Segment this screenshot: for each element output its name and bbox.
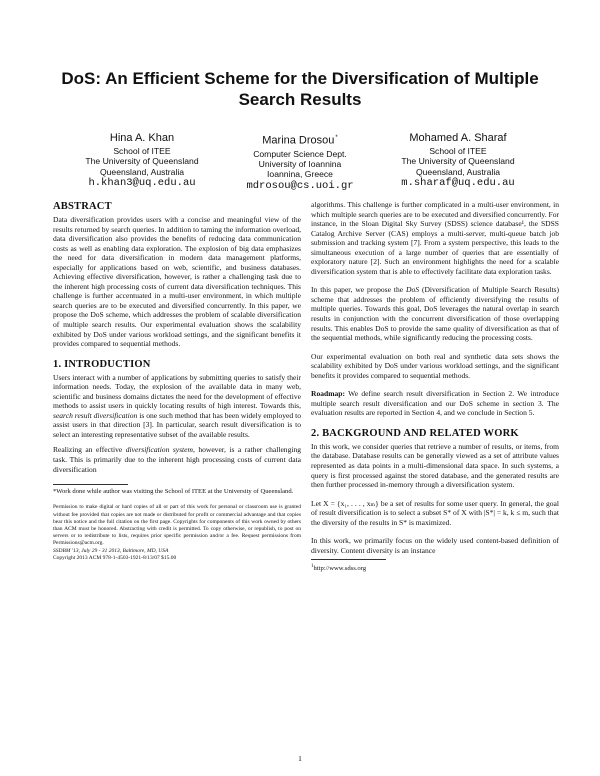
roadmap-label: Roadmap: bbox=[311, 389, 345, 399]
intro-paragraph: In this paper, we propose the DoS (Diversification of Multiple Search Results) scheme that addresses the problem of efficiently diversifying the results of multiple queries. Towards this goal, DoS leverages the natural overlap in search results in conjunction with the concurrent diversification of those overlapping results. This enables DoS to provide the same quality of diversification as that of the sequential methods, while significantly reducing the processing costs. bbox=[311, 285, 559, 343]
author-university: The University of Queensland bbox=[85, 156, 199, 167]
emphasis: diversification system bbox=[125, 445, 193, 455]
author-dept: Computer Science Dept. bbox=[253, 148, 347, 159]
intro-paragraph: Our experimental evaluation on both real and synthetic data sets shows the scalability exhibited by DoS under various workload settings, and the significant benefits it provides compared to sequential methods. bbox=[311, 351, 559, 380]
left-column bbox=[53, 200, 301, 562]
author-location: Queensland, Australia bbox=[99, 166, 185, 177]
background-paragraph: In this work, we primarily focus on the widely used content-based definition of diversity. Content diversity is an instance bbox=[311, 536, 559, 555]
paper-title: DoS: An Efficient Scheme for the Diversification of Multiple Search Results bbox=[61, 69, 539, 109]
background-paragraph: Let X = {x₁, . . . , xₘ} be a set of results for some user query. In general, the goal of result diversification is to select a subset S* of X with |S*| = k, k ≤ m, such that the diversity of the results in S* is maximized. bbox=[311, 498, 559, 527]
intro-heading: 1. INTRODUCTION bbox=[53, 358, 151, 370]
author-dept: School of ITEE bbox=[113, 146, 171, 156]
page-number: 1 bbox=[298, 754, 302, 763]
url-footnote: $^1$http://www.sdss.org bbox=[311, 564, 367, 573]
author-name-text: Marina Drosou bbox=[262, 134, 335, 147]
emphasis: DoS bbox=[406, 285, 420, 295]
venue-line: SSDBM '13, July 29 - 31 2013, Baltimore, MD, USA bbox=[53, 547, 169, 554]
author-location: Ioannina, Greece bbox=[267, 169, 333, 180]
author-name: Mohamed A. Sharaf bbox=[409, 132, 507, 144]
author-university: The University of Queensland bbox=[401, 156, 515, 167]
background-paragraph: In this work, we consider queries that retrieve a number of results, or items, from the database. Database results can be generally viewed as a set of attribute values represented as data points in a multi-dimensional data space. In such systems, a query is first processed against the stored database, and the generated results are then further processed in-memory through a diversification system. bbox=[311, 441, 559, 490]
author-block bbox=[215, 132, 385, 192]
abstract-text: Data diversification provides users with a concise and meaningful view of the results returned by search queries. In addition to taming the information overload, data diversification also provides the benefits of reducing data communication costs as well as enabling data exploration. The explosion of big data emphasizes the need for data diversification in modern data management platforms, especially for applications based on web, scientific, and business databases. Achieving effective diversification, however, is rather a challenging task due to the inherent high processing costs of current data diversification techniques. This challenge is further accentuated in a multi-user environment, in which multiple search queries are to be executed and diversified concurrently. In this paper, we propose the DoS scheme, which addresses the problem of scalable diversification of multiple search results. Our experimental evaluation shows the scalability exhibited by DoS under various workload settings, and the significant benefits it provides compared to sequential methods. bbox=[53, 215, 301, 349]
permission-notice: Permission to make digital or hard copies of all or part of this work for personal or classroom use is granted without fee provided that copies are not made or distributed for profit or commercial advantage and that copies bear this notice and the full citation on the first page. Copyrights for components of this work owned by others than ACM must be honored. Abstracting with credit is permitted. To copy otherwise, or republish, to post on servers or to redistribute to lists, requires prior specific permission and/or a fee. Request permissions from Permissions@acm.org. bbox=[53, 504, 301, 547]
author-email: m.sharaf@uq.edu.au bbox=[401, 177, 515, 190]
author-name: Hina A. Khan bbox=[109, 132, 175, 144]
intro-paragraph: algorithms. This challenge is further complicated in a multi-user environment, in which multiple search queries are to be executed and diversified concurrently. For instance, in the Sloan Digital Sky Survey (SDSS) science database¹, the SDSS Catalog Archive Server (CAS) employs a multi-server, multi-queue batch job submission and tracking system [7]. From a system perspective, this leads to the simultaneous execution of a large number of queries that are essentially of exploratory nature [2]. Such an environment highlights the need for a scalable diversification system that is able to effectively facilitate data exploration tasks. bbox=[311, 200, 559, 276]
author-dept: School of ITEE bbox=[429, 146, 487, 156]
author-location: Queensland, Australia bbox=[415, 166, 501, 177]
footnote-divider bbox=[53, 484, 128, 485]
author-university: University of Ioannina bbox=[258, 159, 342, 170]
author-footnote-marker: * bbox=[335, 135, 338, 141]
right-column bbox=[311, 200, 559, 574]
abstract-heading: ABSTRACT bbox=[53, 201, 112, 212]
roadmap-paragraph: Roadmap: We define search result diversification in Section 2. We introduce multiple search result diversification and our DoS scheme in section 3. The evaluation results are reported in Section 4, and we conclude in Section 5. bbox=[311, 389, 559, 418]
footnote-divider bbox=[311, 559, 386, 560]
author-email: h.khan3@uq.edu.au bbox=[88, 177, 196, 190]
background-heading: 2. BACKGROUND AND RELATED WORK bbox=[311, 427, 519, 439]
author-name bbox=[215, 132, 385, 148]
author-block bbox=[373, 132, 543, 189]
author-email: mdrosou@cs.uoi.gr bbox=[246, 179, 354, 192]
author-block bbox=[57, 132, 227, 189]
copyright-line: Copyright 2013 ACM 978-1-4503-1921-8/13/07 $15.00 bbox=[53, 554, 177, 561]
emphasis: search result diversification bbox=[53, 410, 138, 420]
sdss-url: http://www.sdss.org bbox=[313, 565, 367, 573]
intro-paragraph: Realizing an effective diversification system, however, is a rather challenging task. This is primarily due to the inherent high processing costs of current data diversification bbox=[53, 445, 301, 474]
author-footnote: *Work done while author was visiting the School of ITEE at the University of Queensland. bbox=[53, 488, 294, 496]
intro-paragraph: Users interact with a number of applications by submitting queries to satisfy their information needs. Today, the explosion of the available data in many web, scientific and business domains dictates the need for the development of effective methods to assist users in quickly locating results of high interest. Towards this, search result diversification is one such method that has been widely employed to assist users in that direction [3]. In particular, search result diversification is to select an interesting representative subset of the available results. bbox=[53, 372, 302, 439]
